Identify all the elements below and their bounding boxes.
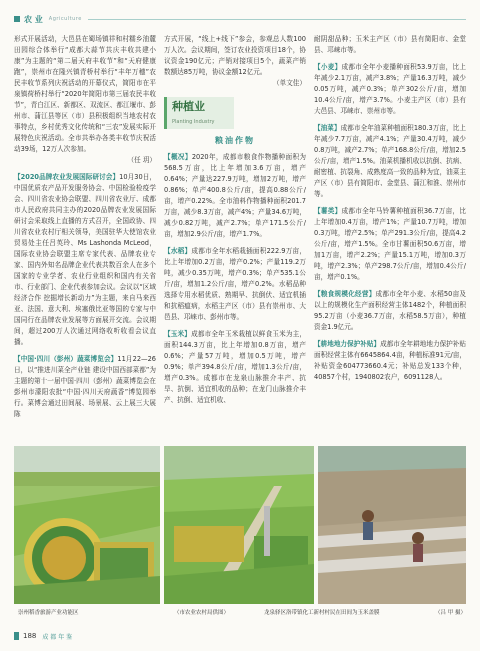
photo-caption-3: 龙泉驿区洛带镇化工新村村民在田间为玉米盖膜 <box>264 610 380 616</box>
entry-text: 10月30日，中国优质农产品开发服务协会、中国检验检疫学会、四川省农业协会联盟、四川省农业厅、成都市人民政府共同主办的2020品牌农业发展国际研讨会采取线上直播的方式召开，全国政协、四川省农业农村厅相关领导，美国驻华大使馆农业贸易处主任吕英玲、Ms Lashonda McLeod，国际农业协会联盟主席专家代表、品牌农业专家、国内外知名品牌企业代表共数百余人在多个国家的专业学者、农业行业组织和国内有关省市、行业部门、企业代表参加会议。会议以“区域经济合作 挖掘增长新动力”为主题，来自马来西亚、法国、意大利、埃塞俄比亚等国的专家与中国同行在品牌农业发展等方面展开交流。会议期间，超过200万人次通过网络收听收看会议直播。 <box>14 173 157 346</box>
entry-tubers <box>314 206 466 283</box>
continued-paragraph: 耐阴甜品种；玉米主产区（市）县有简阳市、金堂县、邛崃市等。 <box>314 35 466 54</box>
photo-caption-1: 崇州稻香旅游产业功能区 <box>18 610 79 616</box>
entry-text: 成都市全年小麦、水稻50亩及以上的规模化生产面积经营主体1482个，种植面积95.2万亩（小麦36.7万亩，水稻58.5万亩），种植资金1.9亿元。 <box>314 290 466 331</box>
column-3 <box>314 34 466 383</box>
entry-scale-operation <box>314 289 466 333</box>
continued-paragraph: 方式开展，“线上+线下”参会，参观总人数100万人次。会议期间，签订农业投资项目18个，协议资金190亿元；产销对接项目5个，蔬菜产销数额达85万吨，协议金额12亿元。 <box>164 35 306 76</box>
entry-wheat <box>314 62 466 117</box>
footer-marker <box>14 632 19 640</box>
publication-name: 成 都 年 鉴 <box>42 633 73 641</box>
entry-tag: 【中国·四川（彭州）蔬菜博览会】 <box>14 355 118 363</box>
entry-text: 成都市全年油菜种植面积180.3万亩，比上年减少7.7万亩，减产4.1%；产量30.4万吨，减少0.8万吨，减产2.7%；单产168.8公斤/亩，增加2.5公斤/亩，增产1.5%。油菜机播机收以抗倒、抗病、耐密植、抗裂角、成熟度高一致的品种为宜，油菜主产区（市）县有简阳市、金堂县、蒲江和淮、崇州市等。 <box>314 124 466 198</box>
entry-overview <box>164 152 306 240</box>
entry-tag: 【耕地地力保护补贴】 <box>314 340 381 348</box>
entry-tag: 【概况】 <box>164 153 192 161</box>
entry-tag: 【玉米】 <box>164 330 192 338</box>
entry-text: 成都市全年玉米栽植以鲜食玉米为主，面积144.3万亩，比上年增加0.8万亩，增产0.6%；产量57万吨，增加0.5万吨，增产0.9%；单产394.8公斤/亩，增加1.3公斤/亩，增产0.3%。成都市在龙泉山脉推介丰产、抗旱、抗倒、适宜机收的品种；在龙门山脉推介丰产、抗倒、适宜机收、 <box>164 330 307 404</box>
header-marker <box>14 16 20 22</box>
header-category: 农 业 <box>24 14 43 24</box>
photo-paddy-art <box>14 446 160 604</box>
column-2 <box>164 34 306 406</box>
page-number: 188 <box>23 632 37 640</box>
photo-farmers-field <box>318 446 466 604</box>
page-footer <box>14 630 466 642</box>
photo-credit-1: （市农业农村局供图） <box>174 610 230 616</box>
entry-tag: 【油菜】 <box>314 124 341 132</box>
entry-tag: 【2020品牌农业发展国际研讨会】 <box>14 173 120 181</box>
photo-strip <box>14 446 466 622</box>
entry-text: 2020年，成都市粮食作物播种面积为568.5万亩，比上年增加3.6万亩，增产0.64%；产量达227.9万吨，增加2万吨，增产0.86%；单产400.8公斤/亩，提高0.88公斤/亩，增产0.22%。全市油料作物播种面积201.7万亩，减少8.3万亩，减产4%；产量34.6万吨，减少0.82万吨，减产2.7%；单产171.5公斤/亩，增加2.9公斤/亩，增产1.7%。 <box>164 153 307 238</box>
header-rule <box>88 19 466 20</box>
entry-land-subsidy <box>314 339 466 383</box>
section-banner <box>164 97 306 129</box>
intro-author: （任 玥） <box>127 156 156 164</box>
entry-rice <box>164 246 306 323</box>
entry-tag: 【水稻】 <box>164 247 192 255</box>
intro-paragraph: 形式开展活动，大邑县在蜀场镇祥和村糯乡油麓田园综合体举行“成都大蒜节共庆丰收共建小康”为主题的“第二届天府丰收节”和“天府健康跑”，崇州市在隆兴镇青桥村举行“丰年万穗”农民丰收节系列庆祝活动的开幕仪式，简阳市在平泉镇荷桥村举行“2020年简阳市第三届农民丰收节”，青白江区、新都区、双流区、都江堰市、彭州市、蒲江县等区（市）县积极组织当地农村农事特点，乡村优秀文化传统和“三农”发展实际开展特色庆祝活动。全市共举办各类丰收节庆祝活动39场，12万人次参加。 <box>14 35 156 153</box>
entry-text: 成都市全年小麦播种面积53.9万亩，比上年减少2.1万亩，减产3.8%；产量16.3万吨，减少0.05万吨，减产0.3%；单产302公斤/亩，增加10.4公斤/亩，增产3.7%。小麦主产区（市）县有大邑县、邛崃市、崇州市等。 <box>314 63 466 115</box>
entry-text: 成都市全年耕地地力保护补贴面积经营主体有6645864.4亩，种植标准91元/亩，补贴资金604773660.4元；补贴总发133个种，40857个村，1940802农户，6091128人。 <box>314 340 466 381</box>
entry-brand-agriculture <box>14 172 156 348</box>
entry-rapeseed <box>314 123 466 200</box>
entry-text: 成都市全年水稻栽插面积222.9万亩，比上年增加0.2万亩，增产0.2%；产量119.2万吨，减少0.35万吨，增产0.3%；单产535.1公斤/亩，增加1.2公斤/亩，增产0.2%。水稻品种选择专用水稻优质、熟期早、抗倒伏、适宜机插和抗稻瘟病，水稻主产区（市）县有崇州市、大邑县、邛崃市、彭州市等。 <box>164 247 306 321</box>
section-title: 粮油作物 <box>215 136 255 145</box>
photo-credit-3: （吕 甲 摄） <box>435 610 466 616</box>
entry-text: 成都市全年马铃薯种植面积36.7万亩，比上年增加0.4万亩，增产1%；产量10.7万吨，增加0.3万吨，增产2.5%；单产291.3公斤/亩，提高4.2公斤/亩，增产1.5%。全市甘薯面积50.6万亩，增加1万亩，增产2.2%；产量15.1万吨，增加0.3万吨，增产2.3%；单产298.7公斤/亩，增加0.4公斤/亩，增产0.1%。 <box>314 207 466 281</box>
entry-vegetable-expo <box>14 354 156 420</box>
paragraph-author: （单文佳） <box>273 79 306 87</box>
page-header <box>14 12 466 26</box>
entry-tag: 【小麦】 <box>314 63 342 71</box>
banner-english: Planting Industry <box>172 119 215 125</box>
entry-text: 11月22—26日，以“推进川菜全产业链 建设中国西部菜都”为主题的第十一届中国·四川（彭州）蔬菜博览会在彭州市濛阳农批“中国·四川天府蔬香”博览园举行。菜博会通过田间展、场景展、云上展三大展陈 <box>14 355 156 418</box>
banner-title: 种植业 <box>172 100 205 113</box>
entry-corn <box>164 329 306 406</box>
entry-tag: 【薯类】 <box>314 207 342 215</box>
column-1 <box>14 34 156 420</box>
entry-tag: 【粮食规模化经营】 <box>314 290 376 298</box>
photo-farm-aerial <box>164 446 314 604</box>
header-subtitle: Agriculture <box>48 16 82 22</box>
